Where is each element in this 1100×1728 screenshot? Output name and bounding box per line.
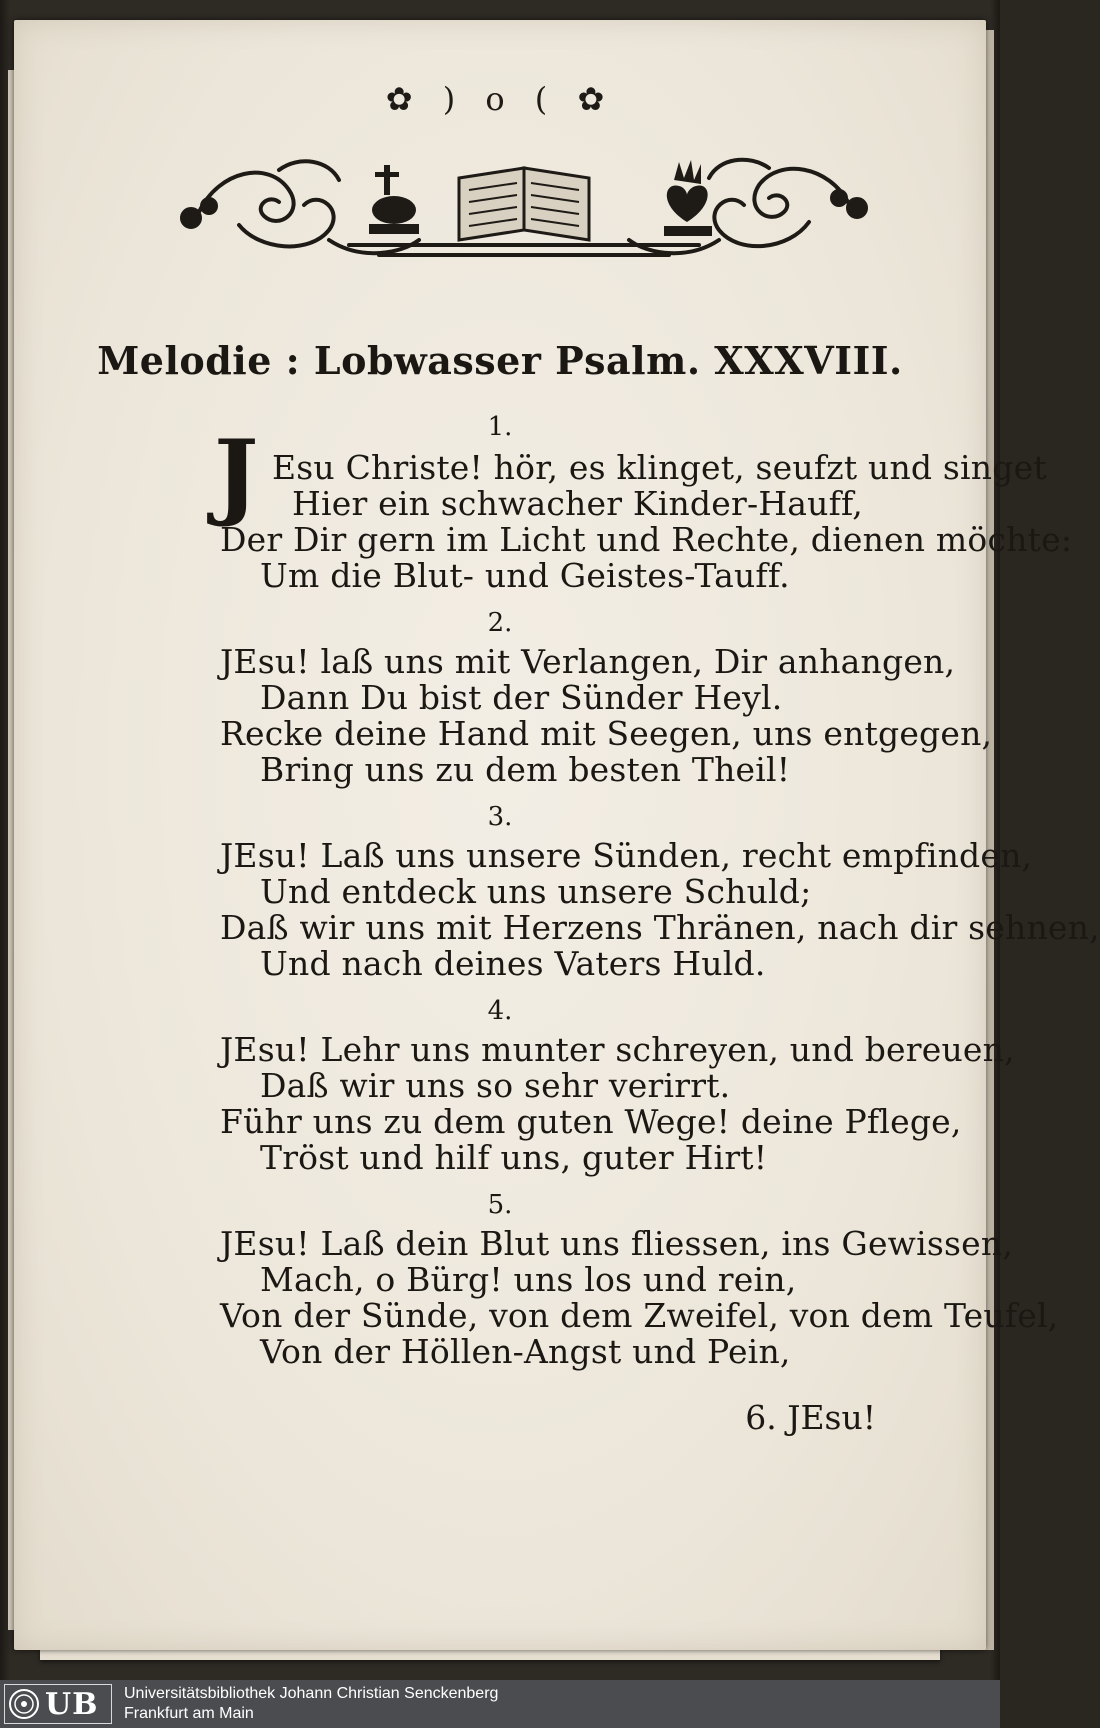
verse-number-2: 2. xyxy=(487,608,513,638)
verse-1-line-2: Hier ein schwacher Kinder-Hauff, xyxy=(292,484,863,523)
verse-3-line-3: Daß wir uns mit Herzens Thränen, nach dir sehnen, xyxy=(220,908,1100,947)
verse-3-line-4: Und nach deines Vaters Huld. xyxy=(260,944,766,983)
top-ornament: ✿ ) o ( ✿ xyxy=(385,80,615,118)
verse-5-line-4: Von der Höllen-Angst und Pein, xyxy=(260,1332,791,1371)
logo-letters: UB xyxy=(45,1686,99,1722)
verse-3-line-1: JEsu! Laß uns unsere Sünden, recht empfinden, xyxy=(220,836,1033,875)
headpiece-vignette xyxy=(179,150,869,270)
verse-number-3: 3. xyxy=(487,802,513,832)
footer-line-2: Frankfurt am Main xyxy=(124,1705,254,1722)
verse-number-1: 1. xyxy=(487,412,513,442)
verse-2-line-4: Bring uns zu dem besten Theil! xyxy=(260,750,791,789)
drop-cap: J xyxy=(214,420,259,530)
melody-heading: Melodie : Lobwasser Psalm. XXXVIII. xyxy=(97,338,903,383)
verse-1-line-4: Um die Blut- und Geistes-Tauff. xyxy=(260,556,790,595)
verse-2-line-3: Recke deine Hand mit Seegen, uns entgegen, xyxy=(220,714,993,753)
verse-2-line-2: Dann Du bist der Sünder Heyl. xyxy=(260,678,783,717)
seal-icon xyxy=(5,1685,43,1723)
verse-number-4: 4. xyxy=(487,996,513,1026)
verse-4-line-3: Führ uns zu dem guten Wege! deine Pflege, xyxy=(220,1102,962,1141)
verse-4-line-2: Daß wir uns so sehr verirrt. xyxy=(260,1066,731,1105)
verse-4-line-1: JEsu! Lehr uns munter schreyen, und bereuen, xyxy=(220,1030,1015,1069)
verse-1-line-1: Esu Christe! hör, es klinget, seufzt und singet xyxy=(272,448,1047,487)
verse-5-line-3: Von der Sünde, von dem Zweifel, von dem Teufel, xyxy=(220,1296,1059,1335)
verse-1-line-3: Der Dir gern im Licht und Rechte, dienen möchte: xyxy=(220,520,1073,559)
verse-5-line-1: JEsu! Laß dein Blut uns fliessen, ins Gewissen, xyxy=(220,1224,1014,1263)
catchword: 6. JEsu! xyxy=(745,1398,876,1437)
verse-number-5: 5. xyxy=(487,1190,513,1220)
footer-line-1: Universitätsbibliothek Johann Christian Senckenberg xyxy=(124,1685,499,1702)
library-logo[interactable] xyxy=(4,1684,112,1724)
verse-3-line-2: Und entdeck uns unsere Schuld; xyxy=(260,872,812,911)
document-page xyxy=(14,20,1100,1650)
verse-4-line-4: Tröst und hilf uns, guter Hirt! xyxy=(260,1138,768,1177)
verse-5-line-2: Mach, o Bürg! uns los und rein, xyxy=(260,1260,797,1299)
verse-2-line-1: JEsu! laß uns mit Verlangen, Dir anhangen, xyxy=(220,642,956,681)
footer-attribution xyxy=(124,1684,498,1724)
